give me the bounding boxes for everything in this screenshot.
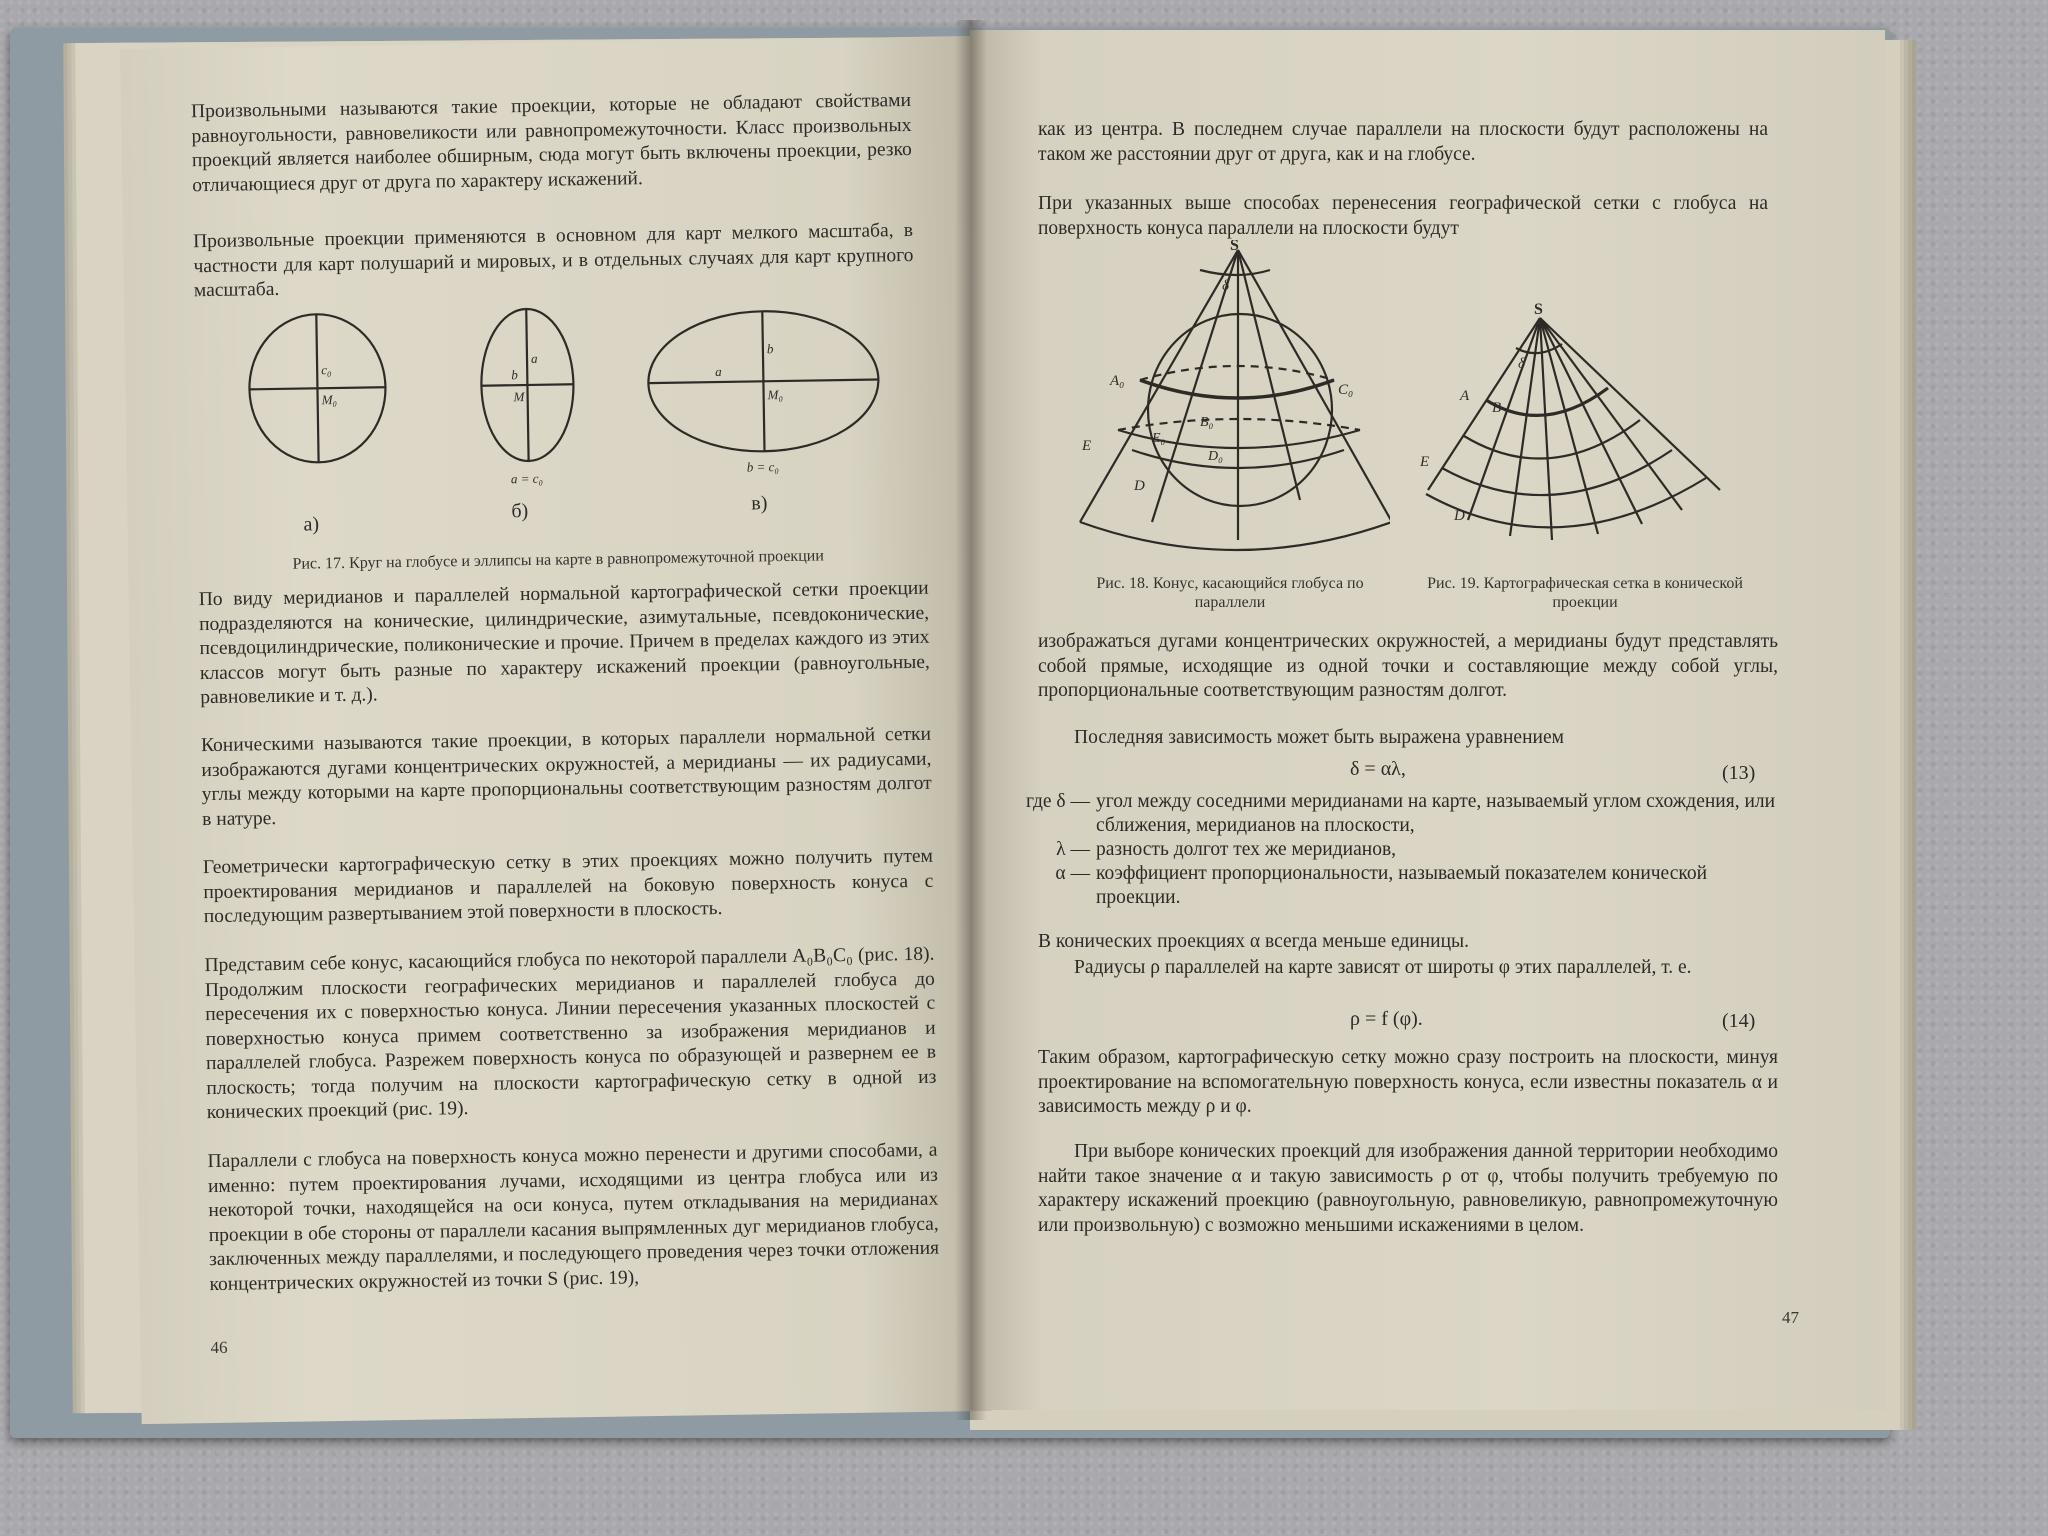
right-page: [970, 30, 1885, 1410]
where-lead: где δ —: [1025, 791, 1090, 812]
equation-14-number: (14): [1722, 1010, 1756, 1032]
figure-label: E₀: [1152, 431, 1166, 446]
equation-13-number: (13): [1722, 762, 1756, 784]
right-paragraph-8: При выборе конических проекций для изображения данной территории необходимо найти такое значение α и такую зависимость ρ от φ, чтобы получить требуемую по характеру искажений проекцию (равноугольную, равновеликую, равнопромежуточную или произвольную) с возможно меньшими искажениями в целом.: [1038, 1141, 1778, 1236]
fig17-sub-b: b = c₀: [746, 459, 779, 475]
right-paragraph-5: В конических проекциях α всегда меньше единицы.: [1038, 931, 1470, 952]
fig18-caption: Рис. 18. Конус, касающийся глобуса по параллели: [1096, 575, 1364, 611]
figure-18: [1070, 240, 1390, 570]
fig17-label-b: б): [511, 499, 529, 523]
figure-19: [1420, 300, 1750, 550]
left-page: [120, 36, 991, 1424]
where-text: разность долгот тех же меридианов,: [1096, 839, 1397, 860]
figure-label: B₀: [1200, 415, 1214, 430]
left-paragraph-4: Коническими называются такие проекции, в которых параллели нормальной сетки изображаются дугами концентрических окружностей, а меридианы — их радиусами, углы между которыми на карте пропорциональны соответствующим разностям долгот в натуре.: [200, 723, 932, 830]
left-paragraph-5: Геометрически картографическую сетку в этих проекциях можно получить путем проектирования меридианов и параллелей на боковую поверхность конуса с последующим развертыванием этой поверхности в плоскость.: [202, 845, 934, 928]
fig17-inner-label: a: [530, 350, 538, 366]
where-lead: λ —: [1056, 839, 1090, 860]
right-paragraph-3: изображаться дугами концентрических окружностей, а меридианы будут представлять собой прямые, исходящие из одной точки и составляющие между собой углы, пропорциональные соответствующим разностям долгот.: [1038, 631, 1778, 701]
fig17-inner-label: M₀: [321, 391, 338, 408]
where-text: угол между соседними меридианами на карте, называемый углом схождения, или сближения, меридианов на плоскости,: [1096, 791, 1776, 836]
right-paragraph-2: При указанных выше способах перенесения географической сетки с глобуса на поверхность конуса параллели на плоскости будут: [1038, 193, 1768, 239]
figure-label: D₀: [1208, 449, 1223, 464]
fig17-label-c: в): [751, 492, 768, 515]
fig17-label-a: а): [303, 513, 320, 536]
figure-17: [204, 299, 908, 540]
right-page-number: 47: [1782, 1308, 1799, 1327]
figure-label: A: [1460, 388, 1470, 404]
fig17-caption: Рис. 17. Круг на глобусе и эллипсы на карте в равнопромежуточной проекции: [292, 547, 824, 573]
where-list: [1000, 790, 1780, 910]
fig17-inner-label: b: [766, 341, 774, 357]
figure-label: S: [1534, 301, 1543, 318]
fig17-sub-a: a = c₀: [510, 470, 544, 487]
left-paragraph-3: По виду меридианов и параллелей нормальной картографической сетки проекции подразделяются на конические, цилиндрические, азимутальные, псевдоконические, псевдоцилиндрические, поликонические и прочие. Причем в пределах каждого из этих классов могут быть разные по характеру искажений проекции (равноугольные, равновеликие и т. д.).: [198, 577, 930, 709]
left-paragraph-6: Представим себе конус, касающийся глобуса по некоторой параллели A₀B₀C₀ (рис. 18). Продолжим плоскости географических меридианов и параллелей глобуса до пересечения их с поверхностью конуса. Линии пересечения указанных плоскостей с поверхностью конуса примем соответственно за изображения меридианов и параллелей глобуса. Разрежем поверхность конуса по образующей и развернем ее в плоскость; тогда получим на плоскости картографическую сетку в одной из конических проекций (рис. 19).: [204, 943, 937, 1124]
figure-label: δ: [1222, 278, 1229, 294]
figure-label: E: [1082, 438, 1092, 454]
figure-label: C₀: [1338, 382, 1354, 398]
where-lead: α —: [1055, 863, 1090, 884]
where-row: [1000, 838, 1780, 862]
left-paragraph-2: Произвольные проекции применяются в основном для карт мелкого масштаба, в частности для карт полушарий и мировых, и в отдельных случаях для карт крупного масштаба.: [192, 219, 914, 302]
fig17-inner-label: M: [513, 389, 525, 405]
figure-label: S: [1230, 240, 1239, 254]
right-paragraph-6: Радиусы ρ параллелей на карте зависят от широты φ этих параллелей, т. е.: [1074, 957, 1692, 978]
figure-label: D: [1134, 478, 1145, 494]
where-row: [1000, 790, 1780, 838]
figure-label: B: [1492, 400, 1502, 416]
figure-label: δ: [1518, 356, 1525, 372]
fig17-inner-label: b: [511, 367, 518, 383]
where-text: коэффициент пропорциональности, называемый показателем конической проекции.: [1096, 863, 1708, 908]
left-page-number: 46: [210, 1337, 228, 1358]
figure-label: E: [1420, 454, 1430, 470]
left-paragraph-1: Произвольными называются такие проекции, которые не обладают свойствами равноугольности, равновеликости или равнопромежуточности. Класс произвольных проекций является наиболее обширным, сюда могут быть включены проекции, резко отличающиеся друг от друга по характеру искажений.: [190, 89, 912, 196]
right-paragraph-1: как из центра. В последнем случае параллели на плоскости будут расположены на таком же расстоянии друг от друга, как и на глобусе.: [1038, 119, 1768, 165]
fig17-inner-label: a: [715, 363, 722, 380]
equation-13: δ = αλ,: [1350, 758, 1406, 780]
fig19-caption: Рис. 19. Картографическая сетка в конической проекции: [1427, 575, 1743, 611]
where-row: [1000, 862, 1780, 910]
equation-14: ρ = f (φ).: [1350, 1008, 1423, 1030]
left-paragraph-7: Параллели с глобуса на поверхность конуса можно перенести и другими способами, а именно: путем проектирования лучами, исходящими из центра глобуса или из некоторой точки, находящейся на оси конуса, путем откладывания на меридианах проекции в обе стороны от параллели касания выпрямленных дуг меридианов глобуса, заключенных между параллелями, и последующего проведения через точки отложения концентрических окружностей из точки S (рис. 19),: [207, 1139, 940, 1295]
fig17-inner-label: c₀: [321, 362, 332, 378]
figure-label: A₀: [1110, 373, 1125, 389]
fig17-inner-label: M₀: [767, 386, 784, 403]
book-gutter: [955, 20, 987, 1420]
figure-label: D: [1454, 508, 1465, 524]
right-paragraph-4: Последняя зависимость может быть выражена уравнением: [1074, 727, 1564, 748]
right-paragraph-7: Таким образом, картографическую сетку можно сразу построить на плоскости, минуя проектирование на вспомогательную поверхность конуса, если известны показатель α и зависимость между ρ и φ.: [1038, 1047, 1778, 1117]
